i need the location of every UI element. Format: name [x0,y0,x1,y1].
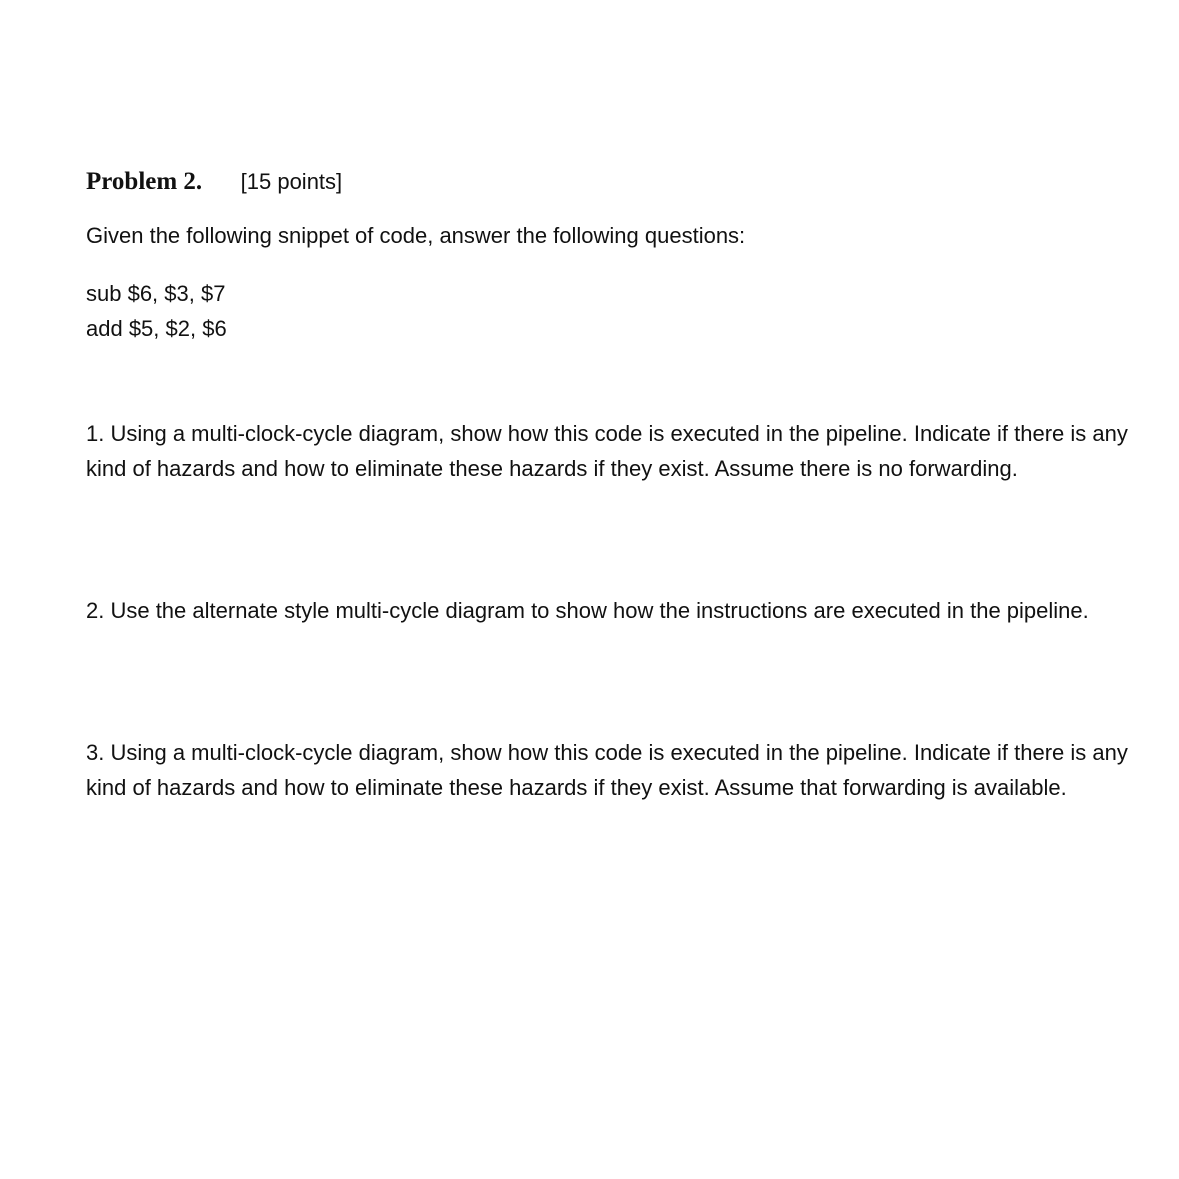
document-page [86,0,1146,1179]
problem-title: Problem 2. [86,168,203,195]
question-2: 2. Use the alternate style multi-cycle diagram to show how the instructions are executed in the pipeline. [86,598,1089,623]
question-3: 3. Using a multi-clock-cycle diagram, show how this code is executed in the pipeline. Indicate if there is any kind of hazards and how to eliminate these hazards if they exist. Assume that forwarding is available. [86,740,1128,800]
code-line-2: add $5, $2, $6 [86,316,227,341]
question-1: 1. Using a multi-clock-cycle diagram, show how this code is executed in the pipeline. Indicate if there is any kind of hazards and how to eliminate these hazards if they exist. Assume there is no forwarding. [86,421,1128,481]
problem-heading [86,168,342,196]
code-snippet [86,276,227,346]
intro-text: Given the following snippet of code, answer the following questions: [86,223,746,248]
code-line-1: sub $6, $3, $7 [86,281,226,306]
problem-points: [15 points] [240,169,343,194]
